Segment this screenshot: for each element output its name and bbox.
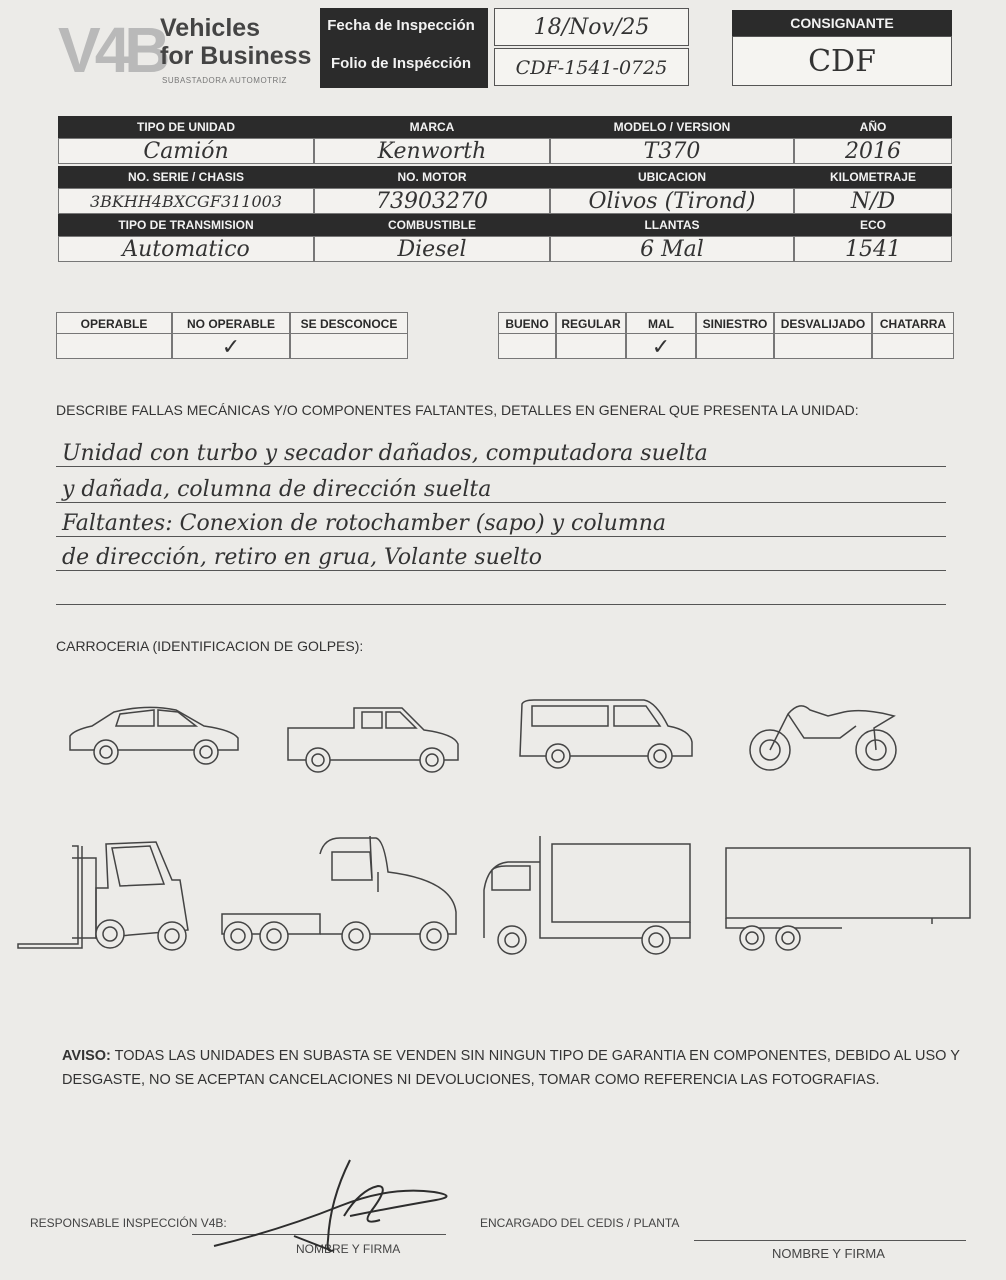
folio-value: CDF-1541-0725 bbox=[494, 48, 689, 86]
vehicle-header-cell: LLANTAS bbox=[644, 218, 700, 232]
description-rule bbox=[56, 536, 946, 537]
vehicle-header-cell: NO. MOTOR bbox=[397, 170, 467, 184]
forklift-icon[interactable] bbox=[16, 840, 196, 954]
vehicle-value-cell: 6 Mal bbox=[550, 236, 794, 262]
logo-mark: V4B bbox=[58, 14, 165, 86]
description-rule bbox=[56, 570, 946, 571]
encargado-sublabel: NOMBRE Y FIRMA bbox=[772, 1246, 885, 1261]
vehicle-header-cell: ECO bbox=[859, 218, 886, 232]
operability-header: NO OPERABLE bbox=[172, 312, 290, 334]
fecha-value: 18/Nov/25 bbox=[494, 8, 689, 46]
vehicle-value-cell: 73903270 bbox=[314, 188, 550, 214]
motorcycle-icon[interactable] bbox=[744, 694, 904, 774]
vehicle-value-cell: Kenworth bbox=[314, 138, 550, 164]
vehicle-header-cell: UBICACION bbox=[638, 170, 706, 184]
aviso-block bbox=[62, 1044, 962, 1092]
aviso-text: TODAS LAS UNIDADES EN SUBASTA SE VENDEN SIN NINGUN TIPO DE GARANTIA EN COMPONENTES, DEBIDO AL USO Y DESGASTE, NO SE ACEPTAN CANCELACIONES NI DEVOLUCIONES, TOMAR COMO REFERENCIA LAS FOTOGRAFIAS. bbox=[62, 1048, 960, 1088]
sedan-icon[interactable] bbox=[66, 702, 242, 768]
description-rule bbox=[56, 502, 946, 503]
condition-header: MAL bbox=[626, 312, 696, 334]
vehicle-header-cell: MARCA bbox=[409, 120, 455, 134]
condition-checkbox[interactable] bbox=[872, 333, 954, 359]
condition-header: SINIESTRO bbox=[696, 312, 774, 334]
encargado-line bbox=[694, 1240, 966, 1241]
vehicle-header-cell: NO. SERIE / CHASIS bbox=[127, 170, 245, 184]
vehicle-value-cell: Automatico bbox=[58, 236, 314, 262]
vehicle-value-cell: T370 bbox=[550, 138, 794, 164]
carroceria-label: CARROCERIA (IDENTIFICACION DE GOLPES): bbox=[56, 638, 364, 654]
condition-checkbox[interactable] bbox=[498, 333, 556, 359]
description-line: Unidad con turbo y secador dañados, computadora suelta bbox=[62, 441, 708, 466]
consignante-label: CONSIGNANTE bbox=[732, 10, 952, 36]
signature-scribble bbox=[210, 1150, 470, 1265]
consignante-value: CDF bbox=[732, 36, 952, 86]
fecha-label: Fecha de Inspección bbox=[327, 17, 475, 34]
description-label: DESCRIBE FALLAS MECÁNICAS Y/O COMPONENTES FALTANTES, DETALLES EN GENERAL QUE PRESENTA LA UNIDAD: bbox=[56, 402, 859, 418]
logo-name-line2: for Business bbox=[160, 42, 312, 70]
vehicle-header-cell: COMBUSTIBLE bbox=[388, 218, 476, 232]
condition-checkbox[interactable] bbox=[774, 333, 872, 359]
vehicle-header-cell: KILOMETRAJE bbox=[829, 170, 916, 184]
description-rule bbox=[56, 466, 946, 467]
operability-checkbox[interactable] bbox=[290, 333, 408, 359]
vehicle-header-cell: TIPO DE UNIDAD bbox=[136, 120, 235, 134]
condition-header: DESVALIJADO bbox=[774, 312, 872, 334]
vehicle-value-cell: 2016 bbox=[794, 138, 952, 164]
vehicle-header-cell: AÑO bbox=[859, 120, 887, 134]
condition-checkbox[interactable] bbox=[696, 333, 774, 359]
logo-tagline: SUBASTADORA AUTOMOTRIZ bbox=[162, 76, 287, 85]
aviso-label: AVISO: bbox=[62, 1048, 111, 1064]
vehicle-value-cell: 1541 bbox=[794, 236, 952, 262]
vehicle-header-cell: MODELO / VERSION bbox=[613, 120, 731, 134]
vehicle-value-cell: 3BKHH4BXCGF311003 bbox=[58, 188, 314, 214]
operability-header: OPERABLE bbox=[56, 312, 172, 334]
description-rule bbox=[56, 604, 946, 605]
description-line: Faltantes: Conexion de rotochamber (sapo) y columna bbox=[62, 511, 666, 536]
vehicle-header-cell: TIPO DE TRANSMISION bbox=[118, 218, 254, 232]
description-line: y dañada, columna de dirección suelta bbox=[62, 477, 492, 502]
description-line: de dirección, retiro en grua, Volante suelto bbox=[62, 545, 542, 570]
trailer-icon[interactable] bbox=[722, 844, 974, 954]
folio-label: Folio de Inspécción bbox=[330, 55, 472, 72]
vehicle-value-cell: Diesel bbox=[314, 236, 550, 262]
operability-checkbox[interactable]: ✓ bbox=[172, 333, 290, 359]
vehicle-value-cell: Camión bbox=[58, 138, 314, 164]
operability-header: SE DESCONOCE bbox=[290, 312, 408, 334]
box-truck-icon[interactable] bbox=[480, 834, 694, 960]
vehicle-value-cell: Olivos (Tirond) bbox=[550, 188, 794, 214]
logo-name-line1: Vehicles bbox=[160, 14, 261, 42]
van-icon[interactable] bbox=[514, 696, 696, 770]
condition-header: REGULAR bbox=[556, 312, 626, 334]
condition-header: CHATARRA bbox=[872, 312, 954, 334]
encargado-label: ENCARGADO DEL CEDIS / PLANTA bbox=[480, 1216, 680, 1230]
condition-checkbox[interactable] bbox=[556, 333, 626, 359]
responsable-label: RESPONSABLE INSPECCIÓN V4B: bbox=[30, 1216, 227, 1230]
condition-checkbox[interactable]: ✓ bbox=[626, 333, 696, 359]
responsable-sublabel: NOMBRE Y FIRMA bbox=[296, 1242, 401, 1256]
condition-header: BUENO bbox=[498, 312, 556, 334]
vehicle-value-cell: N/D bbox=[794, 188, 952, 214]
operability-checkbox[interactable] bbox=[56, 333, 172, 359]
tractor-truck-icon[interactable] bbox=[220, 832, 462, 956]
pickup-icon[interactable] bbox=[284, 704, 462, 774]
